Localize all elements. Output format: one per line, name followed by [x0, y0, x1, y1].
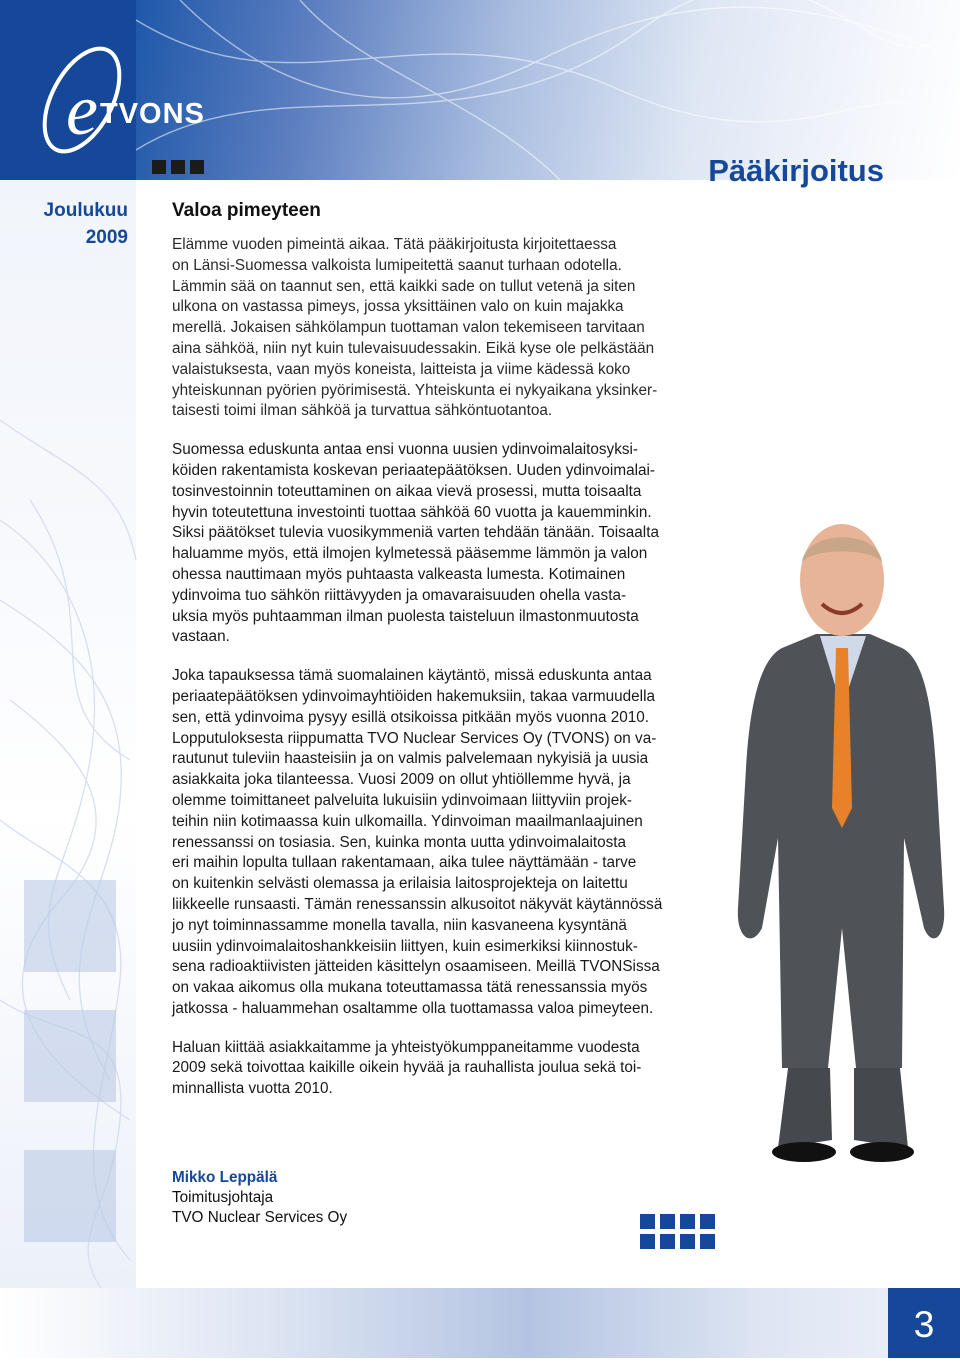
issue-date — [16, 197, 128, 251]
article-headline: Valoa pimeyteen — [172, 200, 321, 221]
editorial-article — [172, 200, 712, 1118]
signature-name: Mikko Leppälä — [172, 1169, 278, 1186]
article-paragraph: Elämme vuoden pimeintä aikaa. Tätä pääkirjoitusta kirjoitettaessa on Länsi-Suomessa valkoista lumipeitettä saanut turhaan odotella. Lämmin sää on taannut sen, että kaikki sade on tullut vetenä ja siten ulkona on vastassa pimeys, jossa yksittäinen valo on kuin majakka merellä. Jokaisen sähkölampun tuottaman valon tekemiseen tarvitaan aina sähköä, niin nyt kuin tulevaisuudessakin. Eikä kyse ole pelkästään valaistuksesta, vaan myös koneista, laitteista ja viime kädessä koko yhteiskunnan pyörien pyörimisestä. Yhteiskunta ei nykyaikana yksinker- taisesti toimi ilman sähköä ja turvattua sähköntuotantoa. — [172, 236, 658, 420]
issue-year: 2009 — [85, 227, 128, 248]
article-paragraph: Haluan kiittää asiakkaitamme ja yhteistyökumppaneitamme vuodesta 2009 sekä toivottaa kaikille oikein hyvää ja rauhallista joulua sekä toi- minnallista vuotta 2010. — [172, 1038, 642, 1098]
issue-month: Joulukuu — [43, 200, 128, 221]
signature-block — [172, 1168, 347, 1228]
decorative-squares-bottom — [640, 1214, 715, 1249]
signature-company: TVO Nuclear Services Oy — [172, 1209, 348, 1226]
logo-letter: e — [66, 70, 98, 150]
decorative-tile — [24, 1010, 116, 1102]
article-paragraph: Joka tapauksessa tämä suomalainen käytäntö, missä eduskunta antaa periaatepäätöksen ydinvoimayhtiöiden hakemuksiin, takaa varmuudella sen, että ydinvoima pysyy esillä otsikoissa pitkään myös vuonna 2010. Lopputuloksesta riippumatta TVO Nuclear Services Oy (TVONS) on va- rautunut tuleviin haasteisiin ja on valmis palvelemaan nykyisiä ja uusia asiakkaita joka tilanteessa. Vuosi 2009 on ollut yhtiöllemme hyvä, ja olemme toimittaneet palveluita lukuisiin ydinvoimaan liittyviin projek- teihin niin kotimaassa kuin ulkomailla. Ydinvoiman maailmanlaajuinen renessanssi on tosiasia. Sen, kuinka monta uutta ydinvoimalaitosta eri maihin lopulta tullaan rakentamaan, aika tulee näyttämään - tarve on kuitenkin selvästi olemassa ja erilaisia laitosprojekteja on laitettu liikkeelle runsaasti. Tämän renessanssin alkusoitot näkyvät käytännössä jo nyt toiminnassamme monella tavalla, niin kasvaneena kysyntänä uusiin ydinvoimalaitoshankkeisiin liittyen, kuin esimerkiksi kiinnostuk- sena radioaktiivisten jätteiden käsittelyn osaamiseen. Meillä TVONSissa on vakaa aikomus olla mukana toteuttamassa tätä renessanssia myös jatkossa - haluammehan osaltamme olla tuottamassa valoa pimeyteen. — [172, 667, 663, 1017]
signature-title: Toimitusjohtaja — [172, 1189, 274, 1206]
decorative-squares-top — [152, 160, 204, 174]
section-title: Pääkirjoitus — [708, 153, 884, 188]
footer-bar — [0, 1288, 960, 1358]
page-number: 3 — [888, 1288, 960, 1358]
decorative-tile — [24, 880, 116, 972]
logo-text: TVONS — [100, 98, 205, 130]
decorative-tile — [24, 1150, 116, 1242]
portrait-photo — [732, 508, 954, 1168]
article-paragraph: Suomessa eduskunta antaa ensi vuonna uusien ydinvoimalaitosyksi- köiden rakentamista koskevan periaatepäätöksen. Uuden ydinvoimalai- tosinvestoinnin toteuttaminen on aikaa vievä prosessi, mutta toisaalta hyvin toteutettuna investointi tuottaa sähköä 60 vuotta ja kauemminkin. Siksi päätökset tulevia vuosikymmeniä varten tehdään tänään. Toisaalta haluamme myös, että ilmojen kylmetessä pääsemme lämmön ja valon ohessa nauttimaan myös puhtaasta valkeasta lumesta. Kotimainen ydinvoima tuo sähkön riittävyyden ja omavaraisuuden ohella vasta- uksia myös puhtaamman ilman puolesta taisteluun ilmastonmuutosta vastaan. — [172, 441, 659, 646]
